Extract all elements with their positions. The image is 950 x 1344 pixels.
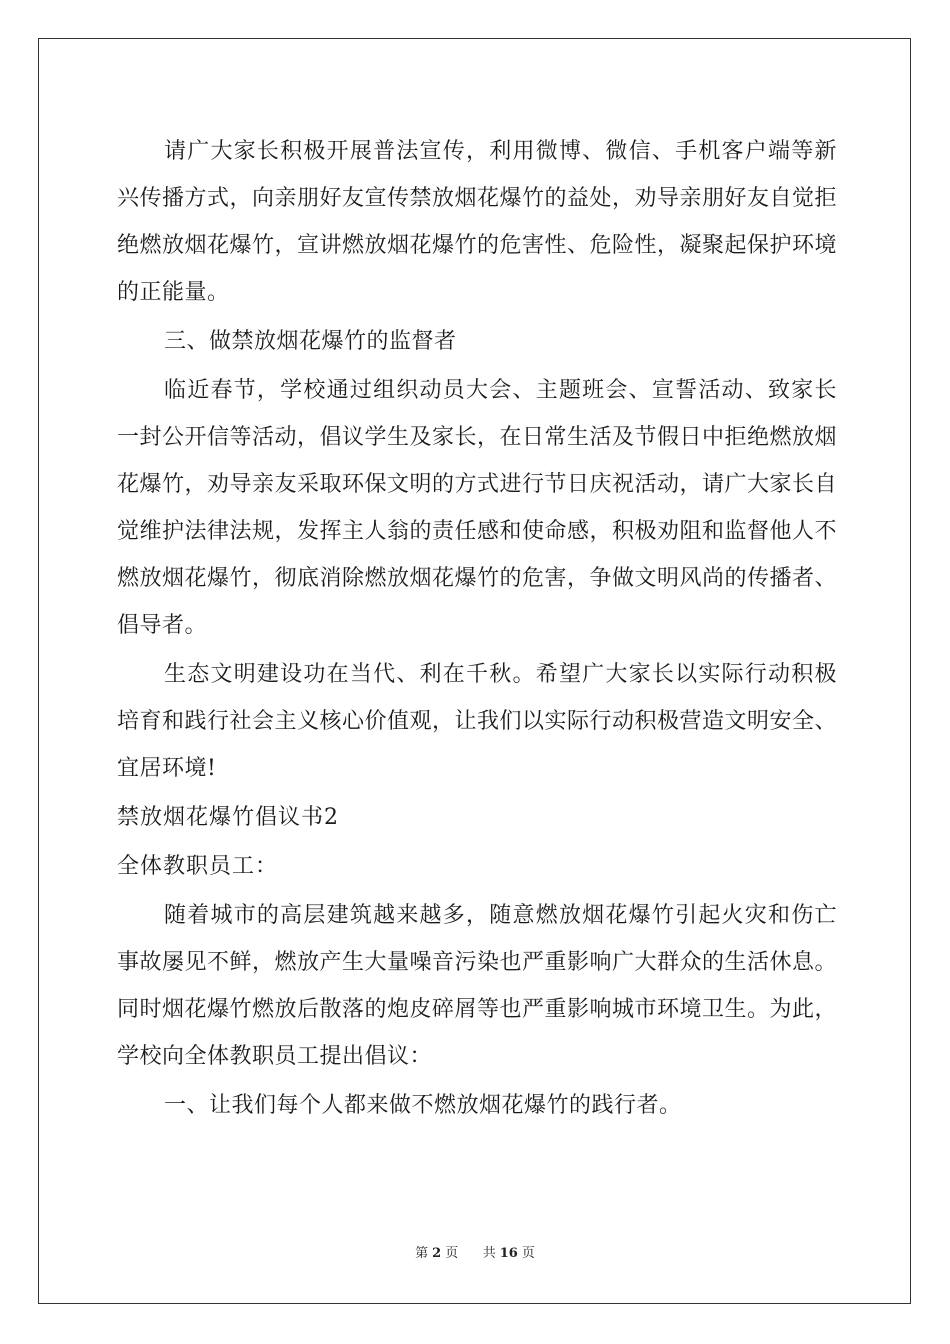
section-heading-supervisor: 三、做禁放烟花爆竹的监督者 <box>164 329 457 354</box>
total-prefix: 共 <box>482 1246 496 1261</box>
document-body <box>117 128 837 1131</box>
paragraph-ecological-civilization: 生态文明建设功在当代、利在千秋。希望广大家长以实际行动积极培育和践行社会主义核心价值观，让我们以实际行动积极营造文明安全、宜居环境! <box>117 662 838 781</box>
document-title-2: 禁放烟花爆竹倡议书2 <box>117 805 339 830</box>
page-prefix: 第 <box>415 1246 429 1261</box>
section-heading-practitioner: 一、让我们每个人都来做不燃放烟花爆竹的践行者。 <box>164 1093 682 1118</box>
page-footer <box>0 1242 950 1261</box>
salutation: 全体教职员工： <box>117 854 279 879</box>
page-indicator <box>413 1246 460 1261</box>
paragraph-high-rise: 随着城市的高层建筑越来越多，随意燃放烟花爆竹引起火灾和伤亡事故屡见不鲜，燃放产生大量噪音污染也严重影响广大群众的生活休息。同时烟花爆竹燃放后散落的炮皮碎屑等也严重影响城市环境卫生。为此，学校向全体教职员工提出倡议： <box>117 903 838 1069</box>
total-suffix: 页 <box>521 1246 535 1261</box>
page-number: 2 <box>432 1246 442 1261</box>
total-pages-indicator <box>481 1246 537 1261</box>
total-pages: 16 <box>499 1246 518 1261</box>
paragraph-propaganda: 请广大家长积极开展普法宣传，利用微博、微信、手机客户端等新兴传播方式，向亲朋好友宣传禁放烟花爆竹的益处，劝导亲朋好友自觉拒绝燃放烟花爆竹，宣讲燃放烟花爆竹的危害性、危险性，凝聚起保护环境的正能量。 <box>117 139 838 305</box>
page-suffix: 页 <box>445 1246 459 1261</box>
paragraph-spring-festival: 临近春节，学校通过组织动员大会、主题班会、宣誓活动、致家长一封公开信等活动，倡议学生及家长，在日常生活及节假日中拒绝燃放烟花爆竹，劝导亲友采取环保文明的方式进行节日庆祝活动，请广大家长自觉维护法律法规，发挥主人翁的责任感和使命感，积极劝阻和监督他人不燃放烟花爆竹，彻底消除燃放烟花爆竹的危害，争做文明风尚的传播者、倡导者。 <box>117 378 838 638</box>
